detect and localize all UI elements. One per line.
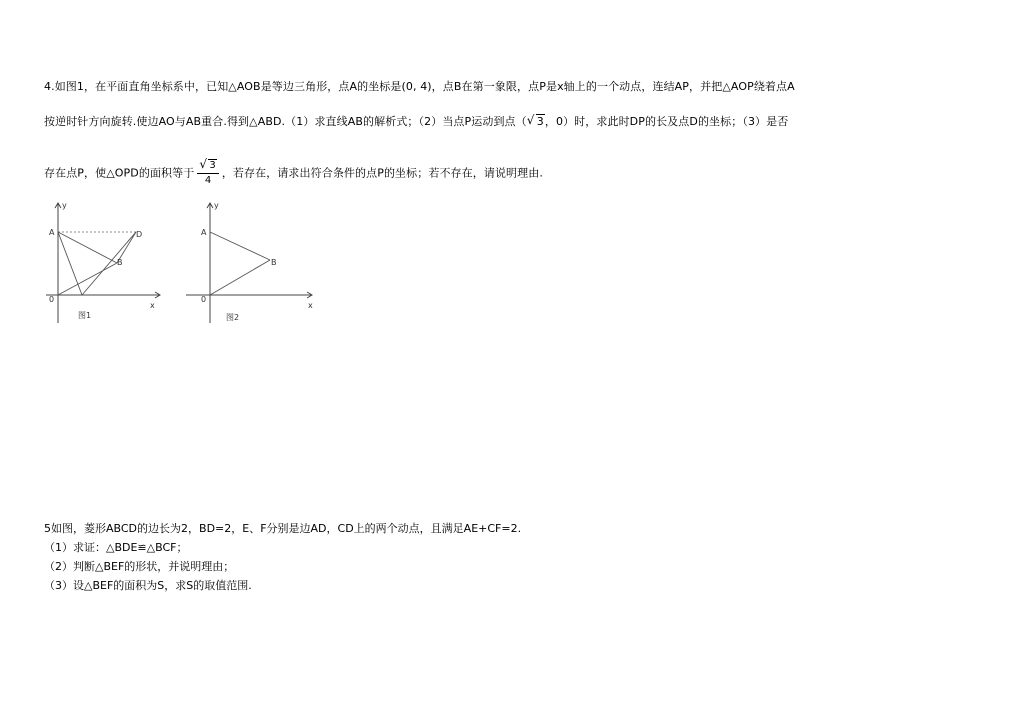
label-D: D [136, 230, 143, 239]
problem4-line2-start: 按逆时针方向旋转.使边AO与AB重合.得到△ABD.（1）求直线AB的解析式；（2）当点P运动到点（ [44, 115, 527, 128]
problem5-part3: （3）设△BEF的面积为S，求S的取值范围. [44, 579, 252, 592]
problem4-line2 [44, 115, 788, 129]
problem4-line3 [44, 157, 543, 187]
figure-1 [40, 198, 170, 328]
label-x: x [308, 301, 313, 310]
label-O: 0 [49, 295, 55, 304]
label-x: x [150, 301, 155, 310]
problem5-part2: （2）判断△BEF的形状，并说明理由； [44, 560, 235, 573]
figure-1-diagram [40, 198, 170, 328]
segment-PD [82, 232, 136, 295]
label-y: y [214, 201, 219, 210]
label-A: A [49, 228, 55, 237]
label-B: B [271, 258, 277, 267]
label-y: y [62, 201, 67, 210]
label-A: A [201, 228, 207, 237]
problem4-line1: 4.如图1，在平面直角坐标系中，已知△AOB是等边三角形，点A的坐标是(0, 4)，点B在第一象限，点P是x轴上的一个动点，连结AP，并把△AOP绕着点A [44, 80, 795, 93]
figure-2-diagram [180, 198, 320, 328]
segment-OB [58, 263, 117, 295]
problem5-title: 5如图，菱形ABCD的边长为2，BD=2，E、F分别是边AD，CD上的两个动点，且满足AE+CF=2. [44, 522, 522, 535]
segment-AB [210, 232, 270, 260]
problem4-line3-start: 存在点P，使△OPD的面积等于 [44, 166, 195, 180]
fraction-sqrt3-over-4: √ 3 4 [197, 160, 218, 187]
label-O: 0 [201, 295, 207, 304]
sqrt-expression: √ 3 [526, 113, 544, 128]
figure-2 [180, 198, 320, 328]
problem4-line3-end: ，若存在，请求出符合条件的点P的坐标；若不存在，请说明理由. [221, 166, 543, 180]
problem4-line2-end: ，0）时，求此时DP的长及点D的坐标；（3）是否 [544, 115, 789, 128]
figure-1-caption: 图1 [78, 311, 92, 320]
segment-OB [210, 260, 270, 295]
figure-2-caption: 图2 [226, 313, 240, 322]
problem5-part1: （1）求证：△BDE≌△BCF； [44, 541, 188, 554]
segment-AB [58, 232, 117, 263]
fraction-numerator: 3 [209, 160, 216, 171]
sqrt-radicand: 3 [536, 115, 544, 128]
segment-AP [58, 232, 82, 295]
fraction-denominator: 4 [204, 175, 212, 186]
label-B: B [117, 258, 123, 267]
